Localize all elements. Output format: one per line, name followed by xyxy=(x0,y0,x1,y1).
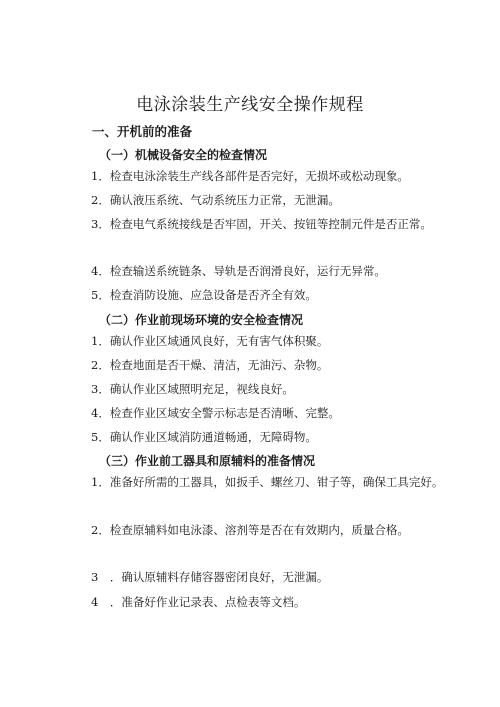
list-item: 1．检查电泳涂装生产线各部件是否完好，无损坏或松动现象。 xyxy=(91,169,409,183)
list-item: 4．检查作业区域安全警示标志是否清晰、完整。 xyxy=(91,406,340,420)
list-item: 4 ．准备好作业记录表、点检表等文档。 xyxy=(91,595,306,609)
list-item: 2．确认液压系统、气动系统压力正常，无泄漏。 xyxy=(91,193,340,207)
list-item: 2．检查原辅料如电泳漆、溶剂等是否在有效期内，质量合格。 xyxy=(91,523,409,537)
document-title: 电泳涂装生产线安全操作规程 xyxy=(136,95,364,115)
subsection-heading-1: （一）机械设备安全的检查情况 xyxy=(99,148,268,162)
subsection-heading-2: （二）作业前现场环境的安全检查情况 xyxy=(99,313,304,327)
list-item: 1．准备好所需的工器具，如扳手、螺丝刀、钳子等，确保工具完好。 xyxy=(91,475,444,489)
section-heading: 一、开机前的准备 xyxy=(92,124,193,139)
list-item: 2．检查地面是否干燥、清洁，无油污、杂物。 xyxy=(91,358,329,372)
list-item: 5．检查消防设施、应急设备是否齐全有效。 xyxy=(91,288,317,302)
list-item: 1．确认作业区域通风良好，无有害气体积聚。 xyxy=(91,334,329,348)
subsection-heading-3: （三）作业前工器具和原辅料的准备情况 xyxy=(99,454,316,468)
list-item: 3．确认作业区域照明充足，视线良好。 xyxy=(91,382,294,396)
list-item: 3．检查电气系统接线是否牢固，开关、按钮等控制元件是否正常。 xyxy=(91,217,432,231)
list-item: 4．检查输送系统链条、导轨是否润滑良好，运行无异常。 xyxy=(91,264,386,278)
list-item: 3 ．确认原辅料存储容器密闭良好，无泄漏。 xyxy=(91,570,329,584)
list-item: 5．确认作业区域消防通道畅通，无障碍物。 xyxy=(91,430,317,444)
